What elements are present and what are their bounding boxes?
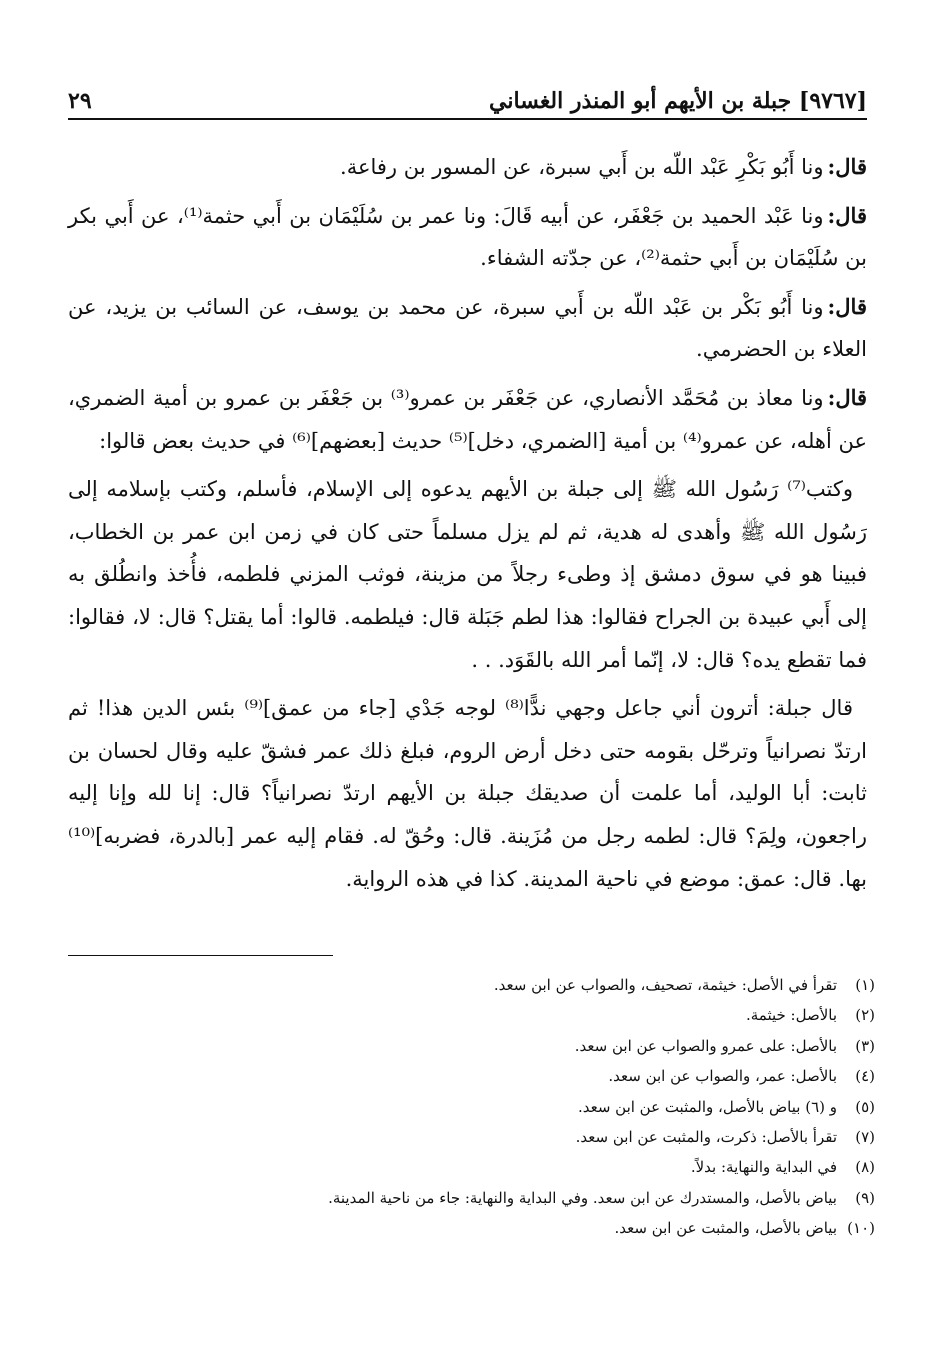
paragraph	[68, 195, 867, 280]
footnote-number: (٧)	[855, 1128, 875, 1147]
footnote	[68, 1213, 875, 1243]
footnote-text: بياض بالأصل، والمستدرك عن ابن سعد. وفي البداية والنهاية: جاء من ناحية المدينة.	[328, 1188, 837, 1207]
paragraph-text: ونا معاذ بن مُحَمَّد الأنصاري، عن جَعْفَر بن عمرو⁽³⁾ بن جَعْفَر بن عمرو بن أمية الضمري، عن أهله، عن عمرو⁽⁴⁾ بن أمية [الضمري، دخل]⁽⁵⁾ حديث [بعضهم]⁽⁶⁾ في حديث بعض قالوا:	[68, 385, 867, 453]
footnote-number: (١٠)	[847, 1219, 875, 1238]
footnote-number: (١)	[855, 976, 875, 994]
main-text	[68, 146, 867, 906]
footnote-text: تقرأ بالأصل: ذكرت، والمثبت عن ابن سعد.	[575, 1128, 837, 1147]
paragraph	[68, 468, 867, 681]
running-head: [٩٧٦٧] جبلة بن الأيهم أبو المنذر الغساني	[489, 88, 867, 114]
footnote-text: تقرأ في الأصل: خيثمة، تصحيف، والصواب عن ابن سعد.	[493, 976, 837, 994]
paragraph-text: ونا عَبْد الحميد بن جَعْفَر، عن أبيه قَالَ: ونا عمر بن سُلَيْمَان بن أَبي حثمة⁽¹⁾، عن أَبي بكر بن سُلَيْمَان بن أَبي حثمة⁽²⁾، عن جدّته الشفاء.	[68, 203, 867, 271]
paragraph-lead: قال:	[827, 154, 867, 179]
footnote	[68, 1031, 875, 1061]
footnote	[68, 970, 875, 1000]
footnote	[68, 1152, 875, 1182]
footnote	[68, 1092, 875, 1122]
paragraph	[68, 146, 867, 189]
footnote	[68, 1122, 875, 1152]
footnote-text: بالأصل: خيثمة.	[745, 1006, 837, 1025]
paragraph-lead: قال:	[827, 293, 867, 319]
footnote	[68, 1000, 875, 1030]
footnote-text: بالأصل: على عمرو والصواب عن ابن سعد.	[574, 1036, 837, 1055]
footnote-separator	[68, 955, 333, 956]
footnote-text: بالأصل: عمر، والصواب عن ابن سعد.	[608, 1067, 837, 1086]
footnote-number: (٢)	[855, 1006, 875, 1025]
footnote	[68, 1061, 875, 1091]
footnote-number: (٥)	[855, 1097, 875, 1116]
page-number: ٢٩	[68, 88, 92, 114]
paragraph-text: ونا أَبُو بَكْرِ عَبْد اللّه بن أَبي سبرة، عن المسور بن رفاعة.	[340, 155, 824, 179]
footnote-text: بياض بالأصل، والمثبت عن ابن سعد.	[614, 1219, 837, 1238]
footnote-number: (٨)	[855, 1158, 875, 1177]
footnote-text: في البداية والنهاية: بدلاً.	[690, 1158, 837, 1177]
footnote-number: (٩)	[855, 1188, 875, 1207]
paragraph-lead: قال:	[827, 384, 868, 410]
paragraph	[68, 377, 867, 462]
footnote-number: (٤)	[855, 1067, 875, 1086]
footnote-number: (٣)	[855, 1036, 875, 1055]
paragraph-text: وكتب⁽⁷⁾ رَسُول الله ﷺ إلى جبلة بن الأيهم يدعوه إلى الإسلام، فأسلم، وكتب بإسلامه إلى رَسُول الله ﷺ وأهدى له هدية، ثم لم يزل مسلماً حتى كان في زمن ابن عمر بن الخطاب، فبينا هو في سوق دمشق إذ وطىء رجلاً من مزينة، فوثب المزني فلطمه، فأُخذ وانطُلق به إلى أَبي عبيدة بن الجراح فقالوا: هذا لطم جَبَلة قال: فيلطمه. قالوا: أما يقتل؟ قال: لا، فقالوا: فما تقطع يده؟ قال: لا، إنّما أمر الله بالقَوَد. . .	[68, 477, 867, 672]
paragraph-lead: قال:	[827, 202, 867, 228]
paragraph-text: ونا أَبُو بَكْر بن عَبْد اللّه بن أَبي سبرة، عن محمد بن يوسف، عن السائب بن يزيد، عن العلاء بن الحضرمي.	[68, 294, 867, 362]
footnotes	[68, 970, 875, 1244]
footnote	[68, 1183, 875, 1213]
paragraph-text: قال جبلة: أترون أني جاعل وجهي ندًّا⁽⁸⁾ لوجه جَدْي [جاء من عمق]⁽⁹⁾ بئس الدين هذا! ثم ارتدّ نصرانياً وترحّل بقومه حتى دخل أرض الروم، فبلغ ذلك عمر فشقّ عليه وقال لحسان بن ثابت: أبا الوليد، أما علمت أن صديقك جبلة بن الأيهم ارتدّ نصرانياً؟ قال: إنا لله وإنا إليه راجعون، ولِمَ؟ قال: لطمه رجل من مُزَينة. قال: وحُقّ له. فقام إليه عمر [بالدرة، فضربه]⁽¹⁰⁾ بها. قال: عمق: موضع في ناحية المدينة. كذا في هذه الرواية.	[68, 696, 867, 891]
page-header	[68, 78, 867, 120]
paragraph	[68, 687, 867, 900]
footnote-text: و (٦) بياض بالأصل، والمثبت عن ابن سعد.	[577, 1097, 837, 1116]
paragraph	[68, 286, 867, 371]
